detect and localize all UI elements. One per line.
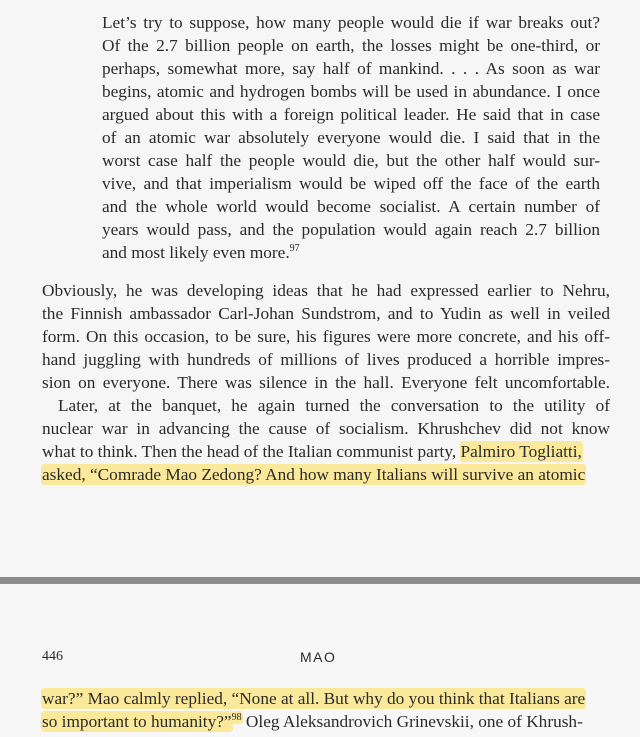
body-line-highlight-start [42,440,610,464]
quote-line: Let’s try to suppose, how many people would die if war breaks out? [102,13,600,32]
running-head: MAO [300,649,337,665]
body-line: Later, at the banquet, he again turned the conversation to the utility of [58,396,610,415]
body-text: what to think. Then the head of the Italian communist party, [42,442,457,461]
quote-line: of an atomic war absolutely everyone would die. I said that in the [102,128,600,147]
body-line: sion on everyone. There was silence in the hall. Everyone felt uncomfortable. [42,373,610,392]
footnote-ref: 97 [289,243,300,254]
body-line: the Finnish ambassador Carl-Johan Sundstrom, and to Yudin as well in veiled [42,304,610,323]
quote-line: worst case half the people would die, but the other half would sur- [102,151,600,170]
body-line: form. On this occasion, to be sure, his figures were more concrete, and his off- [42,327,610,346]
body-line: hand juggling with hundreds of millions of lives produced a horrible impres- [42,350,610,369]
quote-line: Of the 2.7 billion people on earth, the losses might be one-third, or [102,36,600,55]
page-number: 446 [42,649,63,664]
continuation-line [42,687,610,711]
quote-line: and the whole world would become socialist. A certain number of [102,197,600,216]
body-text: Oleg Aleksandrovich Grinevskii, one of Khrush- [241,712,583,731]
footnote-ref: 98 [231,712,242,723]
quote-line: perhaps, somewhat more, say half of mankind. . . . As soon as war [102,59,600,78]
quote-line: years would pass, and the population would again reach 2.7 billion [102,220,600,239]
page-divider [0,577,640,584]
quote-line: argued about this with a foreign political leader. He said that in case [102,105,600,124]
quote-line: and most likely even more. [102,243,290,262]
quote-line: vive, and that imperialism would be wiped off the face of the earth [102,174,600,193]
highlighted-text: war?” Mao calmly replied, “None at all. But why do you think that Italians are [42,689,586,708]
body-line: nuclear war in advancing the cause of socialism. Khrushchev did not know [42,419,610,438]
highlighted-text: asked, “Comrade Mao Zedong? And how many Italians will survive an atomic [42,465,586,484]
highlighted-text: Palmiro Togliatti, [460,442,582,461]
quote-line: begins, atomic and hydrogen bombs will be used in abundance. I once [102,82,600,101]
body-line-highlighted [42,463,610,487]
quote-last-line [102,241,600,265]
continuation-line [42,710,610,734]
body-line: Obviously, he was developing ideas that he had expressed earlier to Nehru, [42,281,610,300]
highlighted-text: so important to humanity?” [42,712,232,731]
